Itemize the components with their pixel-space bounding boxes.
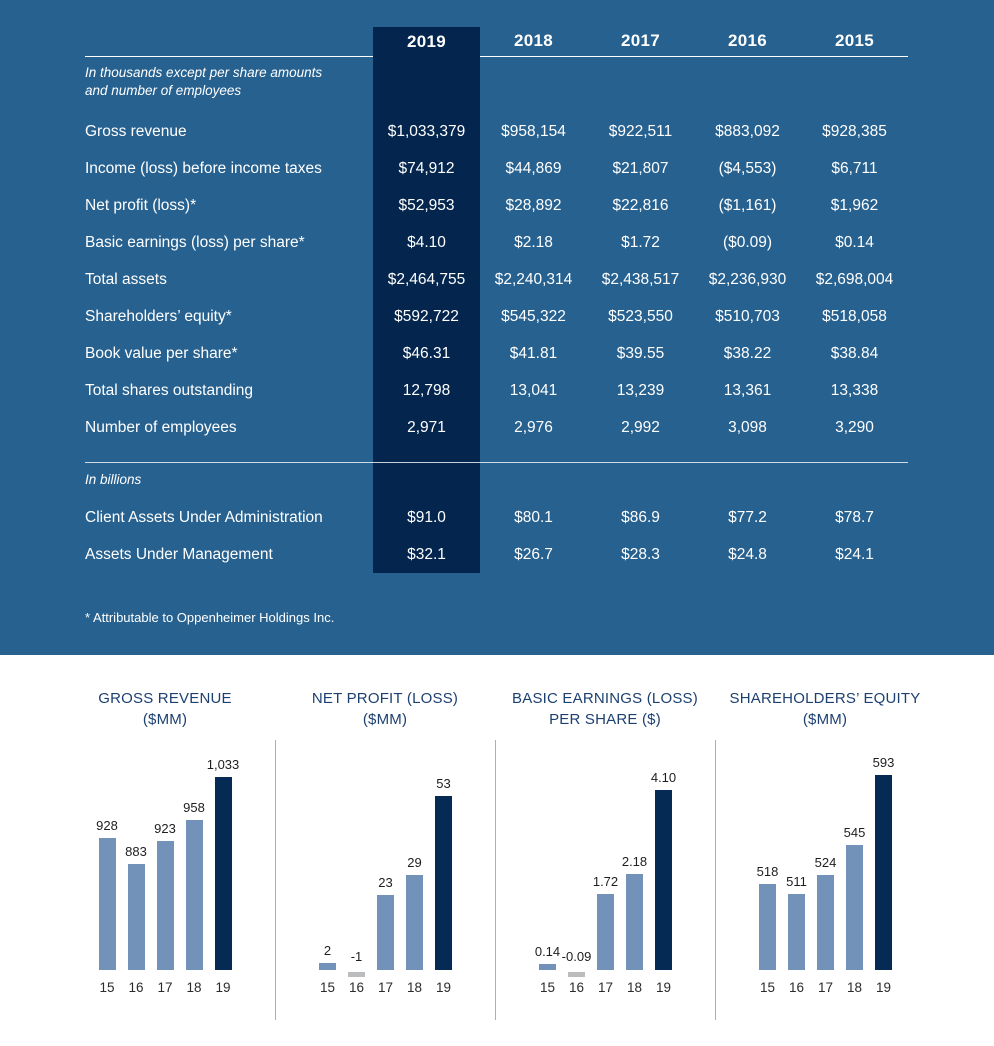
cell-value: $44,869 [505, 159, 562, 177]
year-header: 2015 [801, 25, 908, 57]
bar [759, 884, 776, 970]
cell-value: $39.55 [616, 344, 665, 362]
bar [597, 894, 614, 970]
bar-slot [406, 770, 423, 970]
x-tick-label: 18 [186, 980, 202, 995]
chart-title-line2: ($MM) [802, 711, 848, 729]
table-row [85, 536, 908, 573]
table-row [85, 150, 908, 187]
cell-value: $24.8 [728, 545, 767, 563]
year-header: 2018 [480, 25, 587, 57]
chart-plot-area [275, 740, 495, 1020]
cell-value: $21,807 [612, 159, 669, 177]
table-row [85, 372, 908, 409]
cell-value: $2,236,930 [708, 270, 787, 288]
x-tick-label: 17 [817, 980, 834, 995]
x-tick-label: 16 [128, 980, 144, 995]
bar-value-label: 23 [378, 874, 393, 890]
cell-value: $2.18 [514, 233, 553, 251]
table-header-row [85, 25, 908, 57]
cell-value: 2,992 [621, 418, 660, 436]
x-tick-label: 15 [539, 980, 556, 995]
financial-highlights-table [85, 25, 908, 573]
bar-slot [814, 770, 837, 970]
bar-value-label: 2 [323, 943, 332, 959]
bar-slot [435, 770, 452, 970]
row-label: Total assets [85, 270, 167, 288]
chart-title-line1: BASIC EARNINGS (LOSS) [512, 690, 698, 707]
bar-slot [561, 770, 592, 970]
table-footnote: * Attributable to Oppenheimer Holdings Inc. [85, 610, 335, 625]
cell-value: $510,703 [715, 307, 780, 325]
chart-title-line1: SHAREHOLDERS’ EQUITY [729, 690, 921, 707]
cell-value: ($1,161) [718, 196, 777, 214]
bar [846, 845, 863, 970]
cell-value: 13,041 [509, 381, 558, 399]
year-header: 2016 [694, 25, 801, 57]
x-tick-label: 19 [435, 980, 452, 995]
bar-slot [621, 770, 648, 970]
x-tick-label: 15 [759, 980, 776, 995]
bar-value-label: 958 [183, 800, 205, 816]
table-row [85, 335, 908, 372]
year-header: 2017 [587, 25, 694, 57]
bar-value-label: 518 [756, 864, 779, 880]
bar-value-label: 524 [814, 855, 837, 871]
cell-value: $46.31 [402, 344, 451, 362]
chart-title-line2: PER SHARE ($) [549, 711, 661, 729]
bar [875, 775, 892, 970]
bar-slot [592, 770, 619, 970]
cell-value: $22,816 [612, 196, 669, 214]
cell-value: $1,033,379 [387, 122, 466, 140]
bar [817, 875, 834, 970]
bar-value-label: 29 [407, 854, 422, 870]
cell-value: 3,290 [835, 418, 874, 436]
bar [435, 796, 452, 970]
bar [319, 963, 336, 970]
table-note-row [85, 57, 908, 113]
x-tick-label: 15 [319, 980, 336, 995]
table-row [85, 187, 908, 224]
bar-slot [788, 770, 805, 970]
chart-title [55, 688, 275, 740]
bar [377, 895, 394, 970]
x-tick-label: 17 [377, 980, 394, 995]
x-tick-label: 16 [788, 980, 805, 995]
row-label: Total shares outstanding [85, 381, 254, 399]
chart-title-line1: NET PROFIT (LOSS) [311, 690, 459, 707]
bar-slot [206, 756, 240, 970]
cell-value: $958,154 [501, 122, 566, 140]
cell-value: $518,058 [822, 307, 887, 325]
x-tick-label: 16 [348, 980, 365, 995]
bar-value-label: 53 [436, 776, 451, 792]
table-row [85, 409, 908, 446]
cell-value: ($4,553) [718, 159, 777, 177]
cell-value: $77.2 [728, 508, 767, 526]
bar [539, 964, 556, 970]
cell-value: 3,098 [728, 418, 767, 436]
cell-value: $74,912 [398, 159, 455, 177]
bar [128, 864, 145, 970]
cell-value: $52,953 [398, 196, 455, 214]
bar-slot [534, 770, 561, 970]
x-tick-label: 18 [626, 980, 643, 995]
row-label: Client Assets Under Administration [85, 508, 323, 526]
x-tick-label: 18 [406, 980, 423, 995]
table-units-note: In thousands except per share amounts and number of employees [85, 65, 323, 98]
chart-title [275, 688, 495, 740]
chart-gross-revenue [55, 688, 275, 1046]
bar [157, 841, 174, 970]
chart-net-profit [275, 688, 495, 1046]
cell-value: $545,322 [501, 307, 566, 325]
cell-value: $2,438,517 [601, 270, 680, 288]
row-label: Book value per share* [85, 344, 238, 362]
bar-slot [154, 770, 176, 970]
cell-value: $41.81 [509, 344, 558, 362]
bar [655, 790, 672, 970]
bar-value-label: 593 [872, 755, 895, 771]
cell-value: $80.1 [514, 508, 553, 526]
cell-value: $2,698,004 [815, 270, 894, 288]
cell-value: 12,798 [402, 381, 451, 399]
table-header-spacer [85, 25, 373, 57]
bar-value-label: 1,033 [206, 756, 240, 772]
cell-value: $38.84 [830, 344, 879, 362]
cell-value: $928,385 [822, 122, 887, 140]
chart-shareholders-equity [715, 688, 935, 1046]
x-tick-label: 17 [597, 980, 614, 995]
row-label: Gross revenue [85, 122, 187, 140]
cell-value: ($0.09) [722, 233, 773, 251]
table-row [85, 499, 908, 536]
bar-slot [348, 770, 365, 970]
cell-value: $32.1 [407, 545, 446, 563]
cell-value: $28,892 [505, 196, 562, 214]
bar-slot [183, 770, 205, 970]
table-section-row [85, 463, 908, 499]
bar [99, 838, 116, 970]
chart-plot-area [55, 740, 275, 1020]
table-row [85, 113, 908, 150]
bar-value-label: 511 [786, 874, 807, 890]
table-body-main [85, 113, 908, 446]
bar-slot [650, 769, 677, 970]
bar [215, 777, 232, 970]
cell-value: $78.7 [835, 508, 874, 526]
x-tick-label: 19 [215, 980, 231, 995]
cell-value: $523,550 [608, 307, 673, 325]
cell-value: 13,338 [830, 381, 879, 399]
cell-value: $24.1 [835, 545, 874, 563]
cell-value: $86.9 [621, 508, 660, 526]
year-header: 2019 [406, 32, 447, 51]
bar-value-label: 545 [843, 824, 866, 840]
x-tick-label: 19 [875, 980, 892, 995]
chart-title [715, 688, 935, 740]
x-tick-label: 19 [655, 980, 672, 995]
chart-title-line1: GROSS REVENUE [98, 690, 232, 707]
row-label: Income (loss) before income taxes [85, 159, 322, 177]
table-row [85, 298, 908, 335]
section-divider-line [85, 446, 908, 463]
bar-slot [756, 770, 779, 970]
bar [568, 972, 585, 977]
bar-value-label: -0.09 [561, 949, 592, 964]
charts-section [0, 655, 994, 1046]
table-body-billions [85, 499, 908, 573]
cell-value: $38.22 [723, 344, 772, 362]
bar [186, 820, 203, 970]
cell-value: $1.72 [621, 233, 660, 251]
cell-value: $6,711 [831, 159, 878, 177]
bar-value-label: 923 [154, 820, 176, 836]
row-label: Basic earnings (loss) per share* [85, 233, 305, 251]
bar-value-label: 0.14 [534, 943, 561, 959]
row-label: Assets Under Management [85, 545, 273, 563]
x-tick-label: 17 [157, 980, 173, 995]
cell-value: $0.14 [835, 233, 874, 251]
cell-value: $922,511 [608, 122, 673, 140]
bar-value-label: 4.10 [650, 769, 677, 785]
cell-value: $883,092 [715, 122, 780, 140]
cell-value: $2,240,314 [494, 270, 573, 288]
bar-slot [319, 770, 336, 970]
chart-title [495, 688, 715, 740]
table-section-label: In billions [85, 471, 142, 487]
bar [406, 875, 423, 970]
cell-value: $1,962 [830, 196, 879, 214]
bar-slot [377, 770, 394, 970]
bar-slot [125, 770, 147, 970]
cell-value: 13,361 [723, 381, 772, 399]
bar [626, 874, 643, 970]
table-row [85, 224, 908, 261]
x-tick-label: 15 [99, 980, 115, 995]
bar-value-label: 2.18 [621, 854, 648, 870]
bar-slot [872, 755, 895, 970]
cell-value: $28.3 [621, 545, 660, 563]
bar [348, 972, 365, 977]
x-tick-label: 16 [568, 980, 585, 995]
cell-value: $91.0 [407, 508, 446, 526]
bar [788, 894, 805, 970]
row-label: Number of employees [85, 418, 237, 436]
cell-value: $26.7 [514, 545, 553, 563]
bar-value-label: 928 [96, 817, 118, 833]
cell-value: 2,971 [407, 418, 446, 436]
chart-plot-area [495, 740, 715, 1020]
row-label: Shareholders’ equity* [85, 307, 232, 325]
bar-value-label: 883 [125, 843, 147, 859]
cell-value: $592,722 [394, 307, 459, 325]
bar-slot [843, 770, 866, 970]
chart-plot-area [715, 740, 935, 1020]
row-label: Net profit (loss)* [85, 196, 197, 214]
table-row [85, 261, 908, 298]
cell-value: 2,976 [514, 418, 553, 436]
chart-basic-eps [495, 688, 715, 1046]
x-tick-label: 18 [846, 980, 863, 995]
bar-value-label: 1.72 [592, 874, 619, 890]
cell-value: $2,464,755 [387, 270, 466, 288]
bar-slot [96, 770, 118, 970]
bar-value-label: -1 [350, 949, 363, 964]
chart-title-line2: ($MM) [362, 711, 408, 729]
chart-title-line2: ($MM) [142, 711, 188, 729]
cell-value: 13,239 [616, 381, 665, 399]
cell-value: $4.10 [407, 233, 446, 251]
